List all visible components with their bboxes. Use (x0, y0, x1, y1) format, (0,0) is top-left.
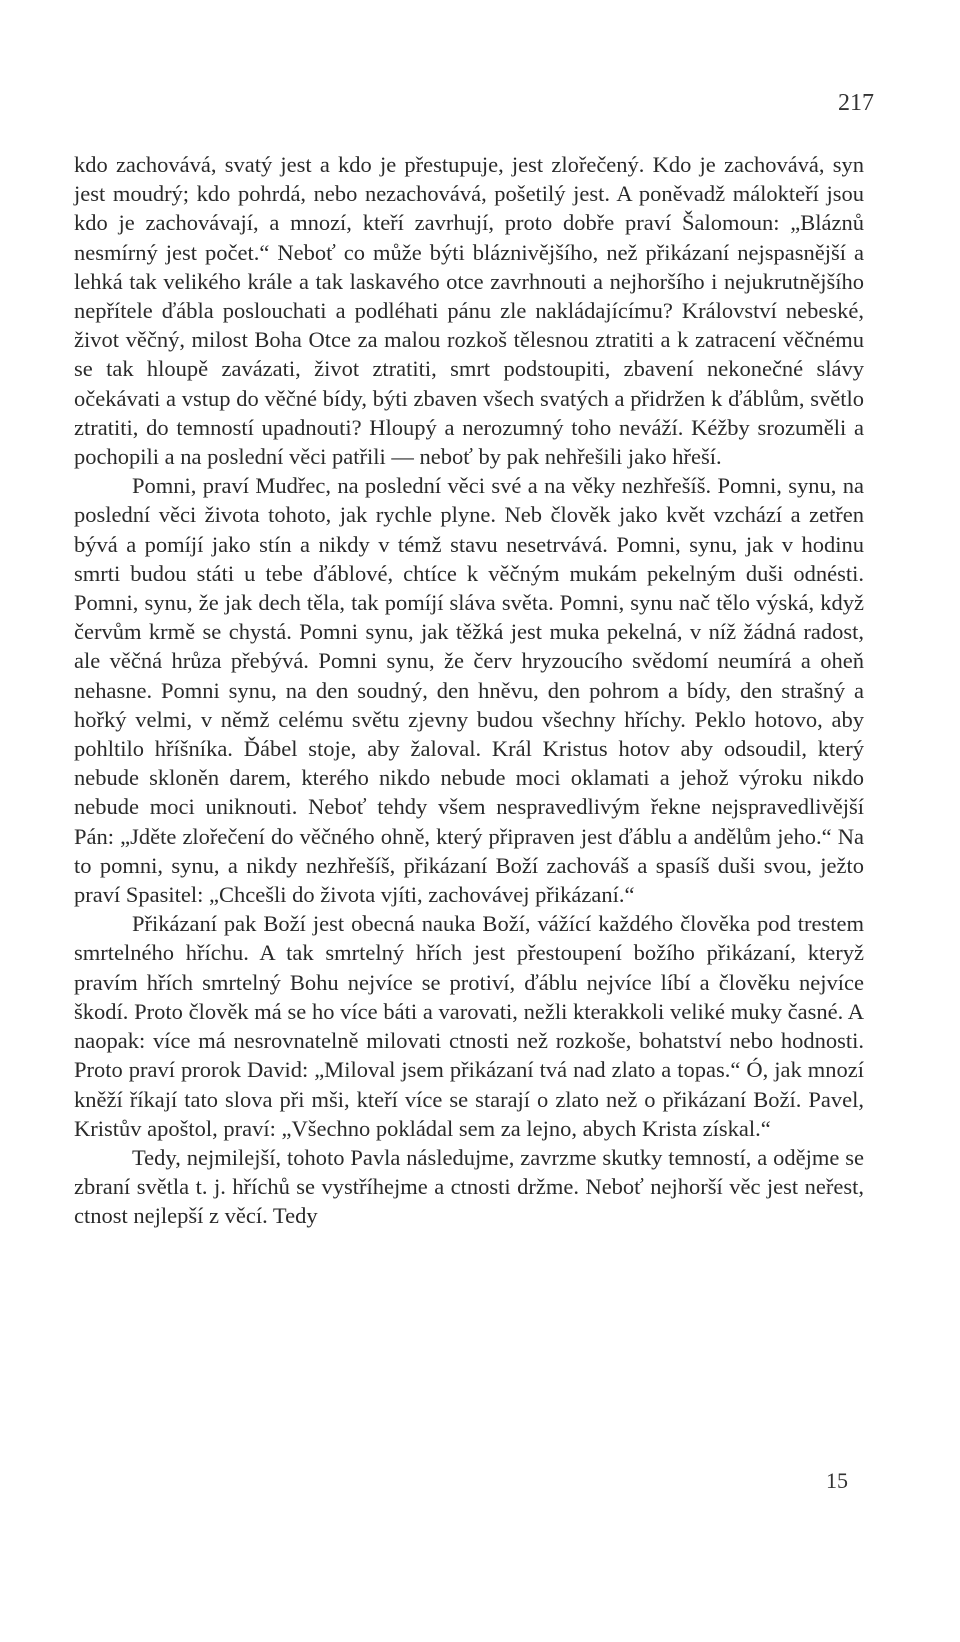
page-number: 217 (838, 90, 874, 116)
signature-mark: 15 (826, 1468, 848, 1493)
paragraph-2: Pomni, praví Mudřec, na poslední věci své a na věky nezhřešíš. Pomni, synu, na poslední věci života tohoto, jak rychle plyne. Neb člověk jako květ vzchází a zetřen bývá a pomíjí jako stín a nikdy v témž stavu nesetrvává. Pomni, synu, jak v hodinu smrti budou státi u tebe ďáblové, chtíce k věčným mukám pekelným duši odnésti. Pomni, synu, že jak dech těla, tak pomíjí sláva světa. Pomni, synu nač tělo výská, když červům krmě se chystá. Pomni synu, jak těžká jest muka pekelná, v níž žádná radost, ale věčná hrůza přebývá. Pomni synu, že červ hryzoucího svědomí neumírá a oheň nehasne. Pomni synu, na den soudný, den hněvu, den pohrom a bídy, den strašný a hořký velmi, v němž celému světu zjevny budou všechny hříchy. Peklo hotovo, aby pohltilo hříšníka. Ďábel stoje, aby žaloval. Král Kristus hotov aby odsoudil, který nebude skloněn darem, kterého nikdo nebude moci oklamati a jehož výroku nikdo nebude moci uniknouti. Neboť tehdy všem nespravedlivým řekne nejspravedlivější Pán: „Jděte zlořečení do věčného ohně, který připraven jest ďáblu a andělům jeho.“ Na to pomni, synu, a nikdy nezhřešíš, přikázaní Boží zachováš a spasíš duši svou, ježto praví Spasitel: „Chcešli do života vjíti, zachovávej přikázaní.“ (74, 473, 864, 908)
paragraph-3: Přikázaní pak Boží jest obecná nauka Boží, vážící každého člověka pod trestem smrtelného hříchu. A tak smrtelný hřích jest přestoupení božího přikázaní, kteryž pravím hřích smrtelný Bohu nejvíce se protiví, ďáblu nejvíce líbí a člověku nejvíce škodí. Proto člověk má se ho více báti a varovati, nežli kterakkoli veliké muky časné. A naopak: více má nesrovnatelně milovati ctnosti než rozkoše, bohatství nebo hodnosti. Proto praví prorok David: „Miloval jsem přikázaní tvá nad zlato a topas.“ Ó, jak mnozí kněží říkají tato slova při mši, kteří více se starají o zlato než o přikázaní Boží. Pavel, Kristův apoštol, praví: „Všechno pokládal sem za lejno, abych Krista získal.“ (74, 911, 864, 1141)
paragraph-4: Tedy, nejmilejší, tohoto Pavla následujme, zavrzme skutky temností, a oděјme se zbraní světla t. j. hříchů se vystříhejme a ctnosti držme. Neboť nejhorší věc jest neřest, ctnost nejlepší z věcí. Tedy (74, 1144, 864, 1229)
paragraph-1: kdo zachovává, svatý jest a kdo je přestupuje, jest zlořečený. Kdo je zachovává, syn jest moudrý; kdo pohrdá, nebo nezachovává, pošetilý jest. A poněvadž málokteří jsou kdo je zachovávají, a mnozí, kteří zavrhují, proto dobře praví Šalomoun: „Bláznů nesmírný jest počet.“ Neboť co může býti bláznivějšího, než přikázaní nejspasnější a lehká tak velikého krále a tak laskavého otce zavrhnouti a nejhoršího i nejukrutnějšího nepřítele ďábla poslouchati a podléhati pánu zle nakládajícímu? Království nebeské, život věčný, milost Boha Otce za malou rozkoš tělesnou ztratiti a k zatracení věčnému se tak hloupě zavázati, život ztratiti, smrt podstoupiti, zbavení nekonečné slávy očekávati a vstup do věčné bídy, býti zbaven všech svatých a přidržen k ďáblům, světlo ztratiti, do temností upadnouti? Hloupý a nerozumný toho neváží. Kéžby srozuměli a pochopili a na poslední věci patřili — neboť by pak nehřešili jako hřeší. (74, 152, 864, 470)
body-text (74, 150, 864, 1231)
